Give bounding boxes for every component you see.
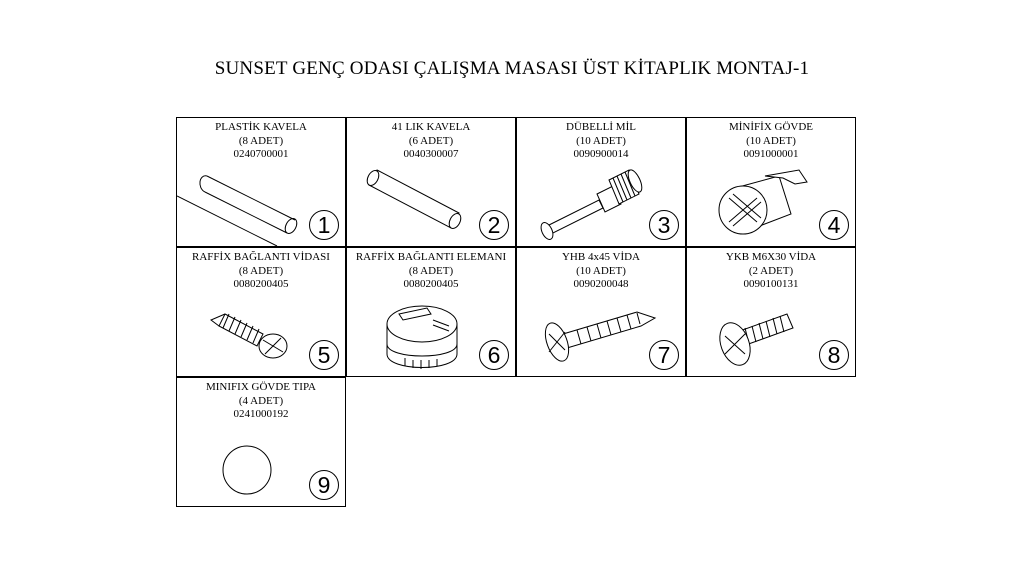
part-cell-4 [686,117,856,247]
part-cell-5 [176,247,346,377]
part-number-badge: 8 [819,340,849,370]
part-code: 0090100131 [743,278,799,290]
part-quantity: (10 ADET) [576,264,626,277]
part-number-badge: 5 [309,340,339,370]
part-code: 0080200405 [233,278,289,290]
part-name: 41 LIK KAVELA [391,121,471,133]
part-quantity: (6 ADET) [408,134,454,147]
part-cell-8 [686,247,856,377]
part-code: 0240700001 [233,148,289,160]
part-code: 0090900014 [573,148,629,160]
part-quantity: (4 ADET) [238,394,284,407]
part-code: 0241000192 [233,408,289,420]
part-number-badge: 3 [649,210,679,240]
part-name: MİNİFİX GÖVDE [728,121,814,133]
document-title: SUNSET GENÇ ODASI ÇALIŞMA MASASI ÜST KİTAPLIK MONTAJ-1 [214,58,810,79]
part-name: YHB 4x45 VİDA [561,251,641,263]
part-name: MINIFIX GÖVDE TIPA [205,381,316,393]
part-number-badge: 1 [309,210,339,240]
part-cell-2 [346,117,516,247]
part-number-badge: 2 [479,210,509,240]
part-number-badge: 4 [819,210,849,240]
part-cell-1 [176,117,346,247]
part-number-badge: 9 [309,470,339,500]
part-number-badge: 7 [649,340,679,370]
part-name: YKB M6X30 VİDA [725,251,817,263]
part-name: RAFFİX BAĞLANTI VİDASI [192,251,330,263]
part-quantity: (10 ADET) [576,134,626,147]
part-quantity: (2 ADET) [748,264,794,277]
part-code: 0091000001 [743,148,799,160]
part-name: RAFFİX BAĞLANTI ELEMANI [355,251,507,263]
part-cell-9 [176,377,346,507]
part-cell-7 [516,247,686,377]
part-quantity: (8 ADET) [238,264,284,277]
part-code: 0090200048 [573,278,629,290]
part-quantity: (10 ADET) [746,134,796,147]
part-name: PLASTİK KAVELA [215,121,307,133]
part-cell-3 [516,117,686,247]
part-code: 0080200405 [403,278,459,290]
part-name: DÜBELLİ MİL [566,121,636,133]
part-number-badge: 6 [479,340,509,370]
part-cell-6 [346,247,516,377]
parts-grid [176,117,856,507]
part-quantity: (8 ADET) [238,134,284,147]
part-quantity: (8 ADET) [408,264,454,277]
part-code: 0040300007 [403,148,459,160]
